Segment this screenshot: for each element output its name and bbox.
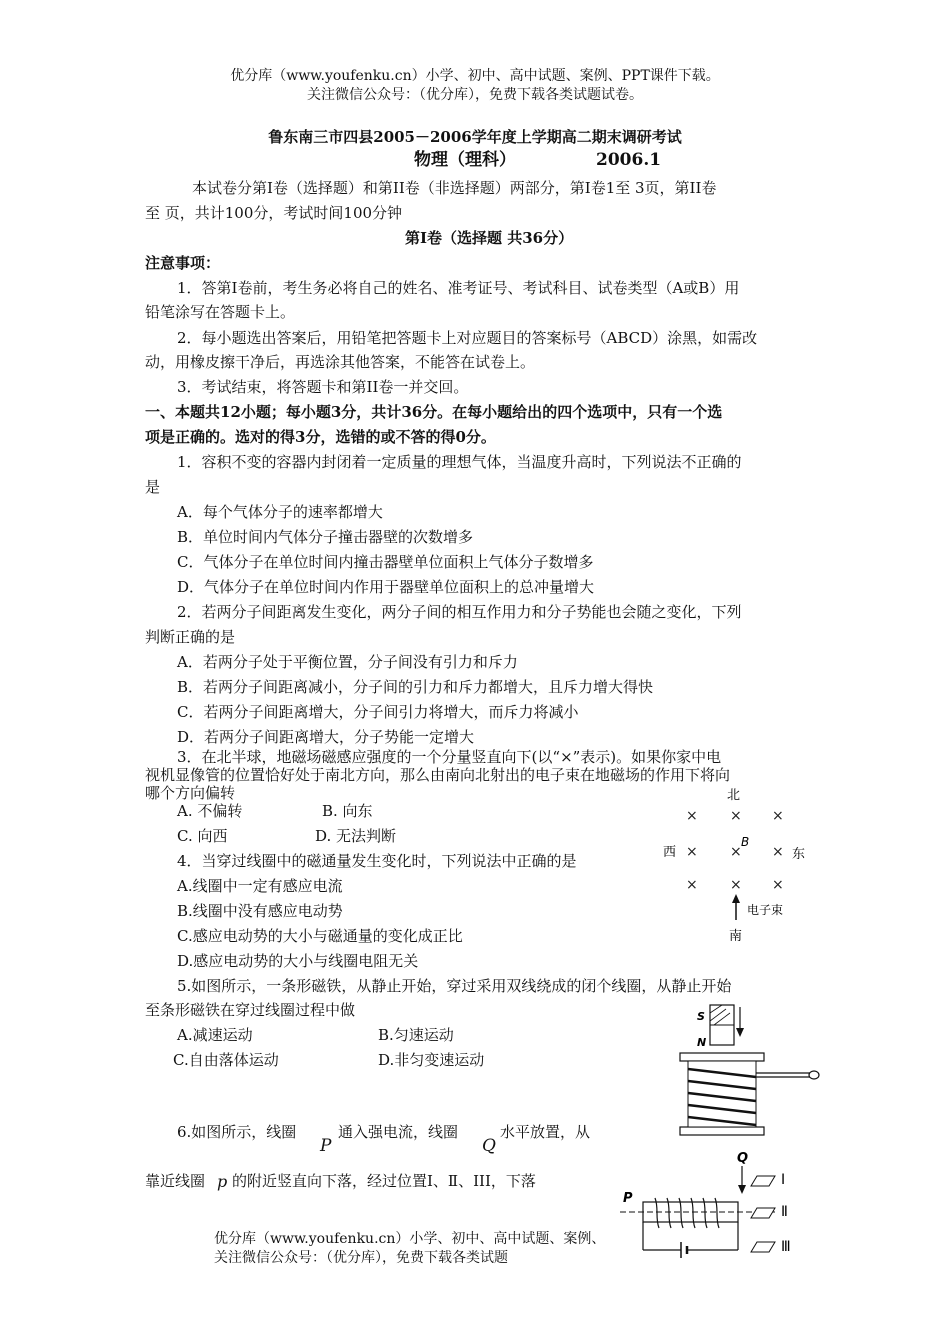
q3-stem-a: 3．在北半球，地磁场磁感应强度的一个分量竖直向下(以“×”表示)。如果你家中电 xyxy=(177,748,722,766)
q2-stem-a: 2．若两分子间距离发生变化，两分子间的相互作用力和分子势能也会随之变化，下列 xyxy=(177,603,742,621)
coil-bottom-flange xyxy=(680,1127,764,1135)
notice-2b: 动，用橡皮擦干净后，再选涂其他答案，不能答在试卷上。 xyxy=(145,353,536,371)
label-field-b: B xyxy=(741,835,750,849)
q1-stem-b: 是 xyxy=(145,478,161,496)
q3-option-c: C. 向西 xyxy=(177,827,228,845)
q6-stem-b1: 靠近线圈 xyxy=(145,1172,206,1190)
q2-option-a: A．若两分子处于平衡位置，分子间没有引力和斥力 xyxy=(177,653,518,671)
label-p: P xyxy=(623,1191,633,1206)
electron-beam-arrowhead xyxy=(732,894,740,903)
field-cross: × xyxy=(730,844,742,860)
q4-option-a: A.线圈中一定有感应电流 xyxy=(177,877,343,895)
q4-option-c: C.感应电动势的大小与磁通量的变化成正比 xyxy=(177,927,463,945)
footer-line-2: 关注微信公众号：（优分库），免费下载各类试题 xyxy=(214,1250,508,1266)
q2-option-d: D．若两分子间距离增大，分子势能一定增大 xyxy=(177,728,475,746)
q4-option-d: D.感应电动势的大小与线圈电阻无关 xyxy=(177,952,419,970)
q5-option-d: D.非匀变速运动 xyxy=(378,1051,485,1069)
field-cross: × xyxy=(772,877,784,893)
q2-option-b: B．若两分子间距离减小，分子间的引力和斥力都增大，且斥力增大得快 xyxy=(177,678,654,696)
field-cross: × xyxy=(772,844,784,860)
q6-symbol-p: P xyxy=(320,1136,332,1156)
exam-date: 2006.1 xyxy=(596,150,662,170)
q6-stem-a3: 水平放置，从 xyxy=(500,1123,591,1141)
magnet-n-pole: N xyxy=(697,1036,707,1049)
intro-line-1: 本试卷分第Ⅰ卷（选择题）和第II卷（非选择题）两部分，第Ⅰ卷1至 3页，第II卷 xyxy=(192,179,717,197)
field-cross: × xyxy=(686,877,698,893)
q6-coil-figure xyxy=(615,1148,810,1263)
header-line-1: 优分库（www.youfenku.cn）小学、初中、高中试题、案例、PPT课件下载。 xyxy=(230,68,720,84)
notice-1b: 铅笔涂写在答题卡上。 xyxy=(145,303,296,321)
exam-subject: 物理（理科） xyxy=(414,150,516,170)
q5-stem-b: 至条形磁铁在穿过线圈过程中做 xyxy=(145,1001,356,1019)
coil-terminal xyxy=(809,1071,819,1079)
field-cross: × xyxy=(730,877,742,893)
label-south: 南 xyxy=(729,929,743,944)
q1-option-c: C．气体分子在单位时间内撞击器壁单位面积上气体分子数增多 xyxy=(177,553,594,571)
q1-option-a: A．每个气体分子的速率都增大 xyxy=(177,503,383,521)
magnet-s-pole: S xyxy=(697,1010,705,1023)
field-cross: × xyxy=(686,844,698,860)
q5-option-a: A.减速运动 xyxy=(177,1026,253,1044)
ring-position-2 xyxy=(751,1208,775,1218)
q4-option-b: B.线圈中没有感应电动势 xyxy=(177,902,343,920)
label-pos-2: Ⅱ xyxy=(781,1204,788,1220)
q1-option-d: D．气体分子在单位时间内作用于器壁单位面积上的总冲量增大 xyxy=(177,578,595,596)
notice-2a: 2．每小题选出答案后，用铅笔把答题卡上对应题目的答案标号（ABCD）涂黑，如需改 xyxy=(177,329,758,347)
coil-top-flange xyxy=(680,1053,764,1061)
q5-option-b: B.匀速运动 xyxy=(378,1026,454,1044)
label-q: Q xyxy=(737,1151,749,1166)
ring-position-1 xyxy=(751,1176,775,1186)
footer-line-1: 优分库（www.youfenku.cn）小学、初中、高中试题、案例、 xyxy=(214,1231,606,1247)
q5-option-c: C.自由落体运动 xyxy=(173,1051,279,1069)
label-west: 西 xyxy=(663,845,677,860)
q2-option-c: C．若两分子间距离增大，分子间引力将增大，而斥力将减小 xyxy=(177,703,579,721)
q6-stem-b2: 的附近竖直向下落，经过位置Ⅰ、Ⅱ、III，下落 xyxy=(232,1172,536,1190)
label-east: 东 xyxy=(792,847,806,862)
notice-1a: 1．答第Ⅰ卷前，考生务必将自己的姓名、准考证号、考试科目、试卷类型（A或B）用 xyxy=(177,279,740,297)
q6-stem-a2: 通入强电流，线圈 xyxy=(338,1123,459,1141)
q3-stem-c: 哪个方向偏转 xyxy=(145,784,236,802)
field-cross: × xyxy=(686,808,698,824)
field-cross: × xyxy=(772,808,784,824)
q3-option-d: D. 无法判断 xyxy=(315,827,397,845)
field-cross: × xyxy=(730,808,742,824)
q5-stem-a: 5.如图所示，一条形磁铁，从静止开始，穿过采用双线绕成的闭个线圈，从静止开始 xyxy=(177,977,732,995)
q2-stem-b: 判断正确的是 xyxy=(145,628,236,646)
q3-option-b: B. 向东 xyxy=(322,802,373,820)
notice-title: 注意事项： xyxy=(145,254,221,272)
section1-line-2: 项是正确的。选对的得3分，选错的或不答的得0分。 xyxy=(145,428,496,446)
q6-stem-a1: 6.如图所示，线圈 xyxy=(177,1123,297,1141)
label-north: 北 xyxy=(727,788,741,803)
q3-option-a: A. 不偏转 xyxy=(177,802,243,820)
exam-title: 鲁东南三市四县2005－2006学年度上学期高二期末调研考试 xyxy=(268,128,682,146)
q1-stem-a: 1．容积不变的容器内封闭着一定质量的理想气体，当温度升高时，下列说法不正确的 xyxy=(177,453,742,471)
header-line-2: 关注微信公众号：（优分库），免费下载各类试题试卷。 xyxy=(307,87,643,103)
q5-magnet-coil-figure xyxy=(670,995,830,1145)
label-pos-3: Ⅲ xyxy=(781,1239,791,1255)
q6-symbol-p2: p xyxy=(217,1172,228,1191)
notice-3: 3．考试结束，将答题卡和第II卷一并交回。 xyxy=(177,378,469,396)
section1-line-1: 一、本题共12小题；每小题3分，共计36分。在每小题给出的四个选项中，只有一个选 xyxy=(145,403,723,421)
q6-symbol-q: Q xyxy=(482,1136,496,1156)
part1-title: 第Ⅰ卷（选择题 共36分） xyxy=(405,229,574,247)
q4-stem: 4．当穿过线圈中的磁通量发生变化时，下列说法中正确的是 xyxy=(177,852,577,870)
q1-option-b: B．单位时间内气体分子撞击器壁的次数增多 xyxy=(177,528,474,546)
intro-line-2: 至 页，共计100分，考试时间100分钟 xyxy=(145,204,403,222)
label-electron-beam: 电子束 xyxy=(747,903,784,917)
label-pos-1: Ⅰ xyxy=(781,1172,786,1188)
q3-magnetic-field-figure xyxy=(655,780,815,945)
ring-position-3 xyxy=(751,1242,775,1252)
q3-stem-b: 视机显像管的位置恰好处于南北方向，那么由南向北射出的电子束在地磁场的作用下将向 xyxy=(145,766,731,784)
